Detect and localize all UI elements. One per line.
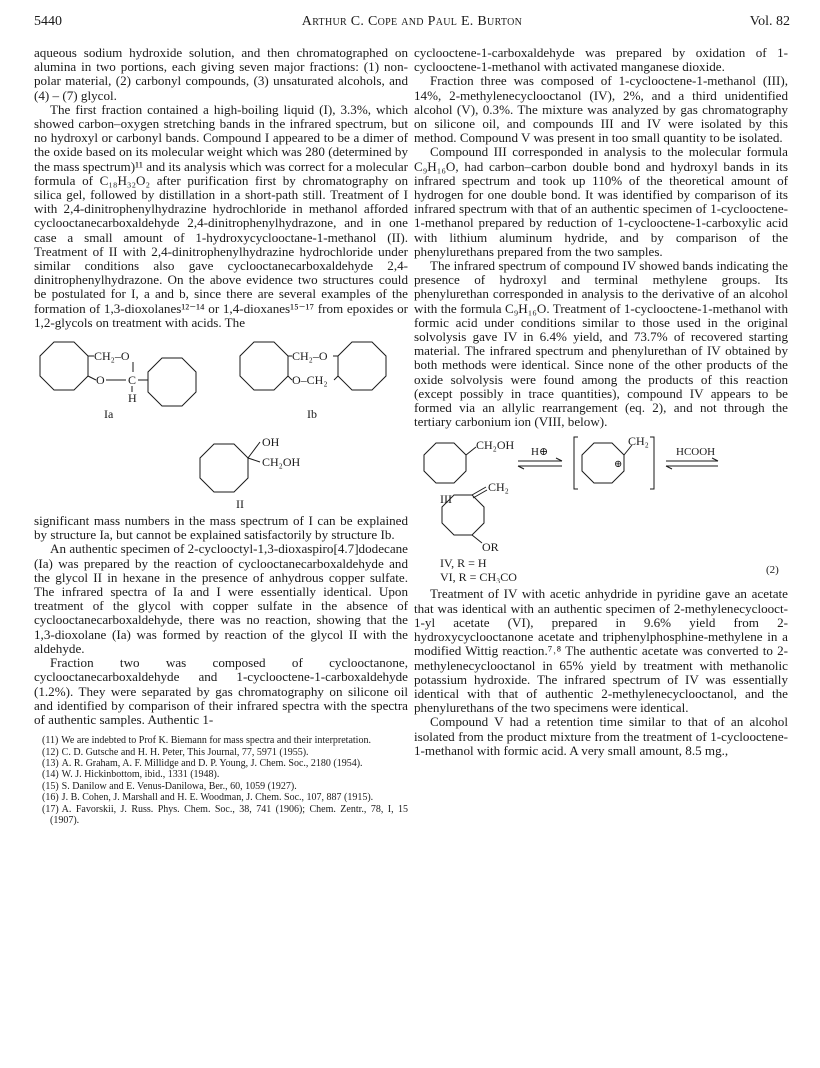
cyclooctane-ring xyxy=(200,444,248,492)
paragraph: The first fraction contained a high-boiling liquid (I), 3.3%, which showed carbon–oxygen stretching bands in the infrared spectrum, but no hydroxyl or carbonyl bands. Compound I appeared to be a dimer of the oxide based on its molecular weight which was 280 (determined by the mass spectrum)¹¹ and its analysis which was correct for a molecular formula of C₁₈H₃₂O₂ after purification first by chromatography on silica gel, followed by distillation in a short-path still. Treatment of I with 2,4-dinitrophenylhydrazine hydrochloride in methanol afforded cyclooctanecarboxaldehyde 2,4-dinitrophenylhydrazone, and in one case a small amount of 1-hydroxycyclooctane-1-methanol (II). Treatment of II with 2,4-dinitrophenylhydrazine hydrochloride under similar conditions also gave cyclooctanecarboxaldehyde 2,4-dinitrophenylhydrazone. On the above evidence two structures could be postulated for I, a and b, since there are several examples of the formation of 1,3-dioxolanes¹²⁻¹⁴ or 1,4-dioxanes¹⁵⁻¹⁷ from epoxides or 1,2-glycols on treatment with acids. The xyxy=(34,101,408,330)
footnote-text: C. D. Gutsche and H. H. Peter, This Journal, 77, 5971 (1955). xyxy=(61,746,309,758)
ii-ch2oh-label: CH₂OH xyxy=(262,455,301,470)
paragraph: The infrared spectrum of compound IV showed bands indicating the presence of hydroxyl and terminal methylene groups. Its phenylurethan corresponded in analysis to the derivative of an alcohol with the formula C₉H₁₆O. Treatment of 1-cyclooctene-1-methanol with formic acid under conditions similar to those used in the original solvolysis gave IV in 6.4% yield, and 73.7% of recovered starting material. The infrared spectrum and phenylurethan of IV obtained by both methods were identical. Since none of the other products of the oxide solvolysis were found among the products of this reaction (except possibly in trace quantities), compound IV appears to be formed via an allylic rearrangement (eq. 2), and not through the tertiary carbonium ion (VIII, below). xyxy=(414,258,788,430)
footnote xyxy=(34,804,408,827)
cyclooctane-ring xyxy=(148,358,196,406)
iii-ch2oh-label: CH₂OH xyxy=(476,438,515,453)
cation-ch2-label: CH₂ xyxy=(628,434,649,449)
cyclooctane-ring xyxy=(338,342,386,390)
paragraph: Compound V had a retention time similar to that of an alcohol isolated from the product mixture from the treatment of 1-cyclooctene-1-methanol with formic acid. A very small amount, 8.5 mg., xyxy=(414,714,788,758)
structure-figure-ia-ib-ii xyxy=(34,334,408,512)
footnote-number: (13) xyxy=(42,757,59,769)
paragraph: cyclooctene-1-carboxaldehyde was prepared by oxidation of 1-cyclooctene-1-methanol with activated manganese dioxide. xyxy=(414,45,788,75)
footnote-number: (14) xyxy=(42,769,59,781)
paragraph: Treatment of IV with acetic anhydride in pyridine gave an acetate that was identical with an authentic specimen of 2-methylenecyclooct-1-yl acetate (VI), prepared in 9.6% yield from 2-hydroxycyclooctanone acetate and triphenylphosphine-methylene in a modified Wittig reaction.⁷˒⁸ The authentic acetate was converted to 2-methylenecyclooctanol in 65% yield by treatment with methanolic potassium hydroxide. The infrared spectrum of IV was essentially identical with that of authentic 2-methylenecyclooctanol, and the phenylurethans of the two specimens were identical. xyxy=(414,586,788,716)
cyclooctane-ring xyxy=(40,342,88,390)
equation-number: (2) xyxy=(766,564,779,577)
footnote-number: (16) xyxy=(42,792,59,804)
footnote-number: (15) xyxy=(42,780,59,792)
footnote-text: S. Danilow and E. Venus-Danilowa, Ber., 60, 1059 (1927). xyxy=(61,780,297,792)
left-column xyxy=(34,46,408,826)
footnote xyxy=(34,792,408,803)
right-column xyxy=(414,46,788,758)
ia-h-label: H xyxy=(128,391,137,406)
footnote xyxy=(34,758,408,769)
footnote xyxy=(34,769,408,780)
page-number: 5440 xyxy=(34,14,62,29)
ii-oh-label: OH xyxy=(262,435,280,450)
reaction-scheme-eq-2 xyxy=(414,433,788,583)
paragraph: Compound III corresponded in analysis to the molecular formula C₉H₁₆O, had carbon–carbon double bond and hydroxyl bands in its infrared spectrum and took up 110% of the theoretical amount of hydrogen for one double bond. It was identified by comparison of its infrared spectrum with that of an authentic specimen of 1-cyclooctene-1-methanol prepared by reduction of 1-cyclooctene-1-carboxylic acid with lithium aluminum hydride, and by comparison of the phenylurethans prepared from the two samples. xyxy=(414,144,788,259)
volume-number: Vol. 82 xyxy=(749,14,790,29)
footnote-number: (17) xyxy=(42,803,59,815)
hcooh-label: HCOOH xyxy=(676,446,716,459)
paragraph: Fraction two was composed of cyclooctanone, cyclooctanecarboxaldehyde and 1-cyclooctene-1-carboxaldehyde (1.2%). They were separated by gas chromatography on silicone oil and identified by comparison of their infrared spectra with the spectra of authentic samples. Authentic 1- xyxy=(34,655,408,727)
structure-label-iii: III xyxy=(440,492,452,507)
footnote xyxy=(34,747,408,758)
footnote-number: (11) xyxy=(42,735,59,747)
page-header xyxy=(34,14,790,34)
paragraph: significant mass numbers in the mass spectrum of I can be explained by structure Ia, but cannot be explained satisfactorily by structure Ib. xyxy=(34,513,408,543)
h-plus-label: H⊕ xyxy=(531,446,549,459)
cyclooctane-ring xyxy=(442,495,484,535)
footnote xyxy=(34,781,408,792)
ia-ch2o-label: CH₂–O xyxy=(94,349,130,364)
footnote-text: W. J. Hickinbottom, ibid., 1331 (1948). xyxy=(61,769,220,781)
footnote-text: We are indebted to Prof K. Biemann for mass spectra and their interpretation. xyxy=(61,735,371,747)
footnote-text: A. Favorskii, J. Russ. Phys. Chem. Soc., 38, 741 (1906); Chem. Zentr., 78, I, 15 (1907). xyxy=(50,803,408,826)
footnote-number: (12) xyxy=(42,746,59,758)
footnote-text: A. R. Graham, A. F. Millidge and D. P. Young, J. Chem. Soc., 2180 (1954). xyxy=(61,757,363,769)
paragraph: Fraction three was composed of 1-cyclooctene-1-methanol (III), 14%, 2-methylenecyclooctanol (IV), 2%, and a third unidentified alcohol (V), 0.3%. The mixture was analyzed by gas chromatography on silicone oil, and compounds III and IV were isolated by this method. Compound V was present in too small quantity to be isolated. xyxy=(414,73,788,146)
ib-och2-label: O–CH₂ xyxy=(292,373,328,388)
product-ch2-label: CH₂ xyxy=(488,480,509,495)
structure-label-ib: Ib xyxy=(307,407,317,422)
ia-c-label: C xyxy=(128,373,137,388)
paragraph: aqueous sodium hydroxide solution, and then chromatographed on alumina in two portions, each giving seven major fractions: (1) non-polar material, (2) carbonyl compounds, (3) unsaturated alcohols, and (4) – (7) glycol. xyxy=(34,45,408,103)
structure-label-iv: IV, R = H xyxy=(440,556,487,571)
cyclooctene-ring xyxy=(424,443,466,483)
paragraph: An authentic specimen of 2-cyclooctyl-1,3-dioxaspiro[4.7]dodecane (Ia) was prepared by the reaction of cyclooctanecarboxaldehyde and the glycol II in hexane in the presence of anhydrous copper sulfate. The infrared spectra of Ia and I were essentially identical. Upon treatment of the glycol with copper sulfate in the absence of cyclooctanecarboxaldehyde, there was no reaction, showing that the 1,3-dioxolane (Ia) was formed by reaction of the glycol II with the aldehyde. xyxy=(34,541,408,656)
or-label: OR xyxy=(482,540,499,555)
cyclooctane-ring xyxy=(240,342,288,390)
running-title-authors: Arthur C. Cope and Paul E. Burton xyxy=(301,14,523,29)
structure-label-ii: II xyxy=(236,497,244,512)
structure-label-vi: VI, R = CH₃CO xyxy=(440,570,517,584)
footnote xyxy=(34,735,408,746)
ib-ch2o-label: CH₂–O xyxy=(292,349,328,364)
ia-o-label: O xyxy=(96,373,105,388)
footnotes xyxy=(34,735,408,826)
carbocation-charge: ⊕ xyxy=(614,459,623,471)
structure-label-ia: Ia xyxy=(104,407,114,422)
footnote-text: J. B. Cohen, J. Marshall and H. E. Woodman, J. Chem. Soc., 107, 887 (1915). xyxy=(61,792,374,804)
